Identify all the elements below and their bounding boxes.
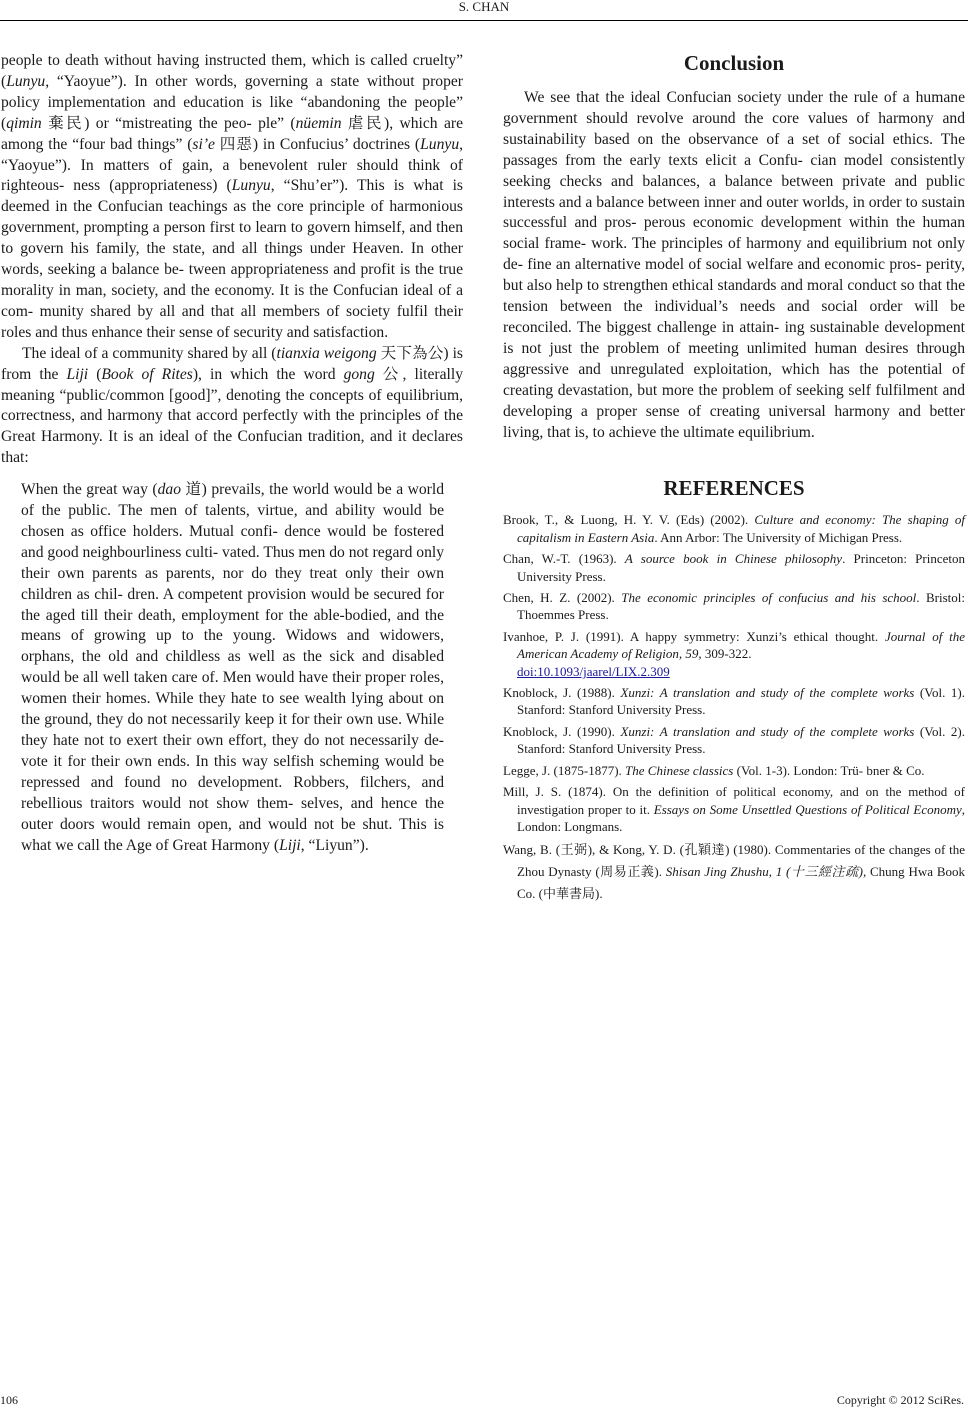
conclusion-paragraph: We see that the ideal Confucian society under the rule of a humane government should revolve around the core values of harmony and sustainability based on the observance of a set of social ethics. The passages from the early texts elicit a Confu- cian model consistently seeking checks and balances, a balance between private and public interests and a balance between inner and outer worlds, in order to sustain successful and pros- perous economic development within the human social frame- work. The principles of harmony and equilibrium not only de- fine an alternative model of social welfare and economic pros- perity, but also help to strengthen ethical standards and moral conduct so that the tension between the individual’s needs and social order will be reconciled. The biggest challenge in attain- ing sustainable development is not just the problem of meeting unlimited human desires through aggressive and unregulated exploitation, which has the potential of creating devastation, but more the problem of seeking self fulfilment and developing a proper sense of creating universal harmony and better living, that is, to achieve the ultimate equilibrium. — [503, 89, 965, 441]
italic-term: Lunyu — [420, 135, 460, 153]
ref-text: . Princeton: Princeton University Press. — [517, 551, 965, 584]
ref-title: The Chinese classics — [625, 762, 734, 778]
ref-text: Chung Hwa Book Co. (中華書局). — [517, 864, 965, 902]
header-rule — [0, 20, 968, 21]
text-run: , “Liyun”). — [300, 836, 369, 854]
ref-title: The economic principles of confucius and his school — [621, 590, 917, 606]
left-column — [1, 51, 463, 856]
italic-term: Liji — [66, 365, 89, 383]
text-run: , “Yaoyue”). In matters of gain, a benevolent ruler should think of righteous- ness (appropriateness) ( — [1, 135, 464, 195]
text-run: , “Yaoyue”). In other words, governing a state without proper policy implementation and education is like “abandoning the people” ( — [1, 72, 463, 132]
italic-term: qimin — [6, 114, 42, 132]
ref-text: Wang, B. (王弼), & Kong, Y. D. (孔穎達) (1980). Commentaries of the changes of the Zhou Dynasty (周易正義). — [503, 842, 965, 880]
reference-item — [503, 762, 965, 779]
text-run: 公, literally meaning “public/common [good]”, denoting the concepts of equilibrium, correctness, and harmony that accord perfectly with the principles of the Great Harmony. It is an ideal of the Confucian tradition, and it declares that: — [1, 365, 463, 467]
reference-item — [503, 589, 965, 624]
italic-term: dao — [157, 481, 181, 499]
italic-term: gong — [343, 365, 375, 383]
ref-text: Knoblock, J. (1990). — [503, 723, 621, 739]
italic-term: Lunyu — [231, 177, 271, 195]
page-number: 106 — [0, 1393, 18, 1407]
ref-text: (Vol. 1). Stanford: Stanford University Press. — [517, 685, 965, 718]
doi-link[interactable]: doi:10.1093/jaarel/LIX.2.309 — [517, 663, 670, 679]
text-run: ( — [88, 365, 102, 383]
reference-item — [503, 723, 965, 758]
text-run: , “Shu’er”). This is what is deemed in the Confucian teachings as the core principle of harmonious government, prompting a person first to learn to govern himself, and then to govern his family, the state, and all things under Heaven. In other words, seeking a balance be- tween appropriateness and profit is the true morality in man, society, and the economy. It is the Confucian ideal of a com- munity shared by all and that all members of society fulfil their roles and thus enhance their sense of security and satisfaction. — [1, 177, 463, 341]
text-run: 棄民) or “mistreating the peo- ple” ( — [41, 114, 296, 132]
ref-text: Chan, W.-T. (1963). — [503, 551, 625, 567]
ref-title: Xunzi: A translation and study of the complete works — [620, 685, 915, 701]
reference-item — [503, 511, 965, 546]
italic-term: si’e — [192, 135, 215, 153]
copyright-notice: Copyright © 2012 SciRes. — [836, 1393, 964, 1407]
italic-term: nüemin — [295, 114, 342, 132]
ref-text: Legge, J. (1875-1877). — [503, 762, 626, 778]
ref-title: Essays on Some Unsettled Questions of Political Economy — [653, 801, 962, 817]
body-paragraph-1 — [1, 51, 463, 344]
italic-term: Book of Rites — [101, 365, 193, 383]
quote-paragraph — [21, 480, 444, 856]
right-column — [503, 48, 965, 909]
ref-text: Chen, H. Z. (2002). — [503, 590, 622, 606]
ref-title: Journal of the American Academy of Religion, 59, — [517, 628, 966, 662]
reference-item — [503, 550, 965, 585]
ref-text: , London: Longmans. — [517, 801, 965, 834]
text-run: people to death without having instructed them, which is called cruelty” ( — [1, 52, 463, 90]
text-run: 道) prevails, the world would be a world of the public. The men of talents, virtue, and ability would be chosen as office holders. Mutual confi- dence would be fostered and good neighbourliness culti- vated. Thus men do not regard only their own parents as parents, nor do they treat only their own children as chil- dren. A competent provision would be secured for the aged till their death, employment for the able-bodied, and the means of growing up to the young. Widows and widowers, orphans, the old and childless as well as the sick and disabled would be all well taken care of. Men would have their proper roles, women their homes. While they hate to see wealth lying about on the ground, they do not necessarily keep it for their own use. While they hate not to exert their own effort, they do not necessarily de- vote it for their own ends. In this way selfish scheming would be repressed and found no development. Robbers, filchers, and rebellious traitors would not show them- selves, and hence the outer doors would remain open, and would not be shut. This is what we call the Age of Great Harmony ( — [21, 481, 444, 854]
ref-text: (Vol. 2). Stanford: Stanford University Press. — [517, 723, 965, 757]
reference-item — [503, 839, 965, 905]
conclusion-heading: Conclusion — [683, 51, 785, 75]
ref-text: 309-322. — [701, 646, 752, 662]
ref-text: . Ann Arbor: The University of Michigan Press. — [654, 529, 903, 545]
text-run: The ideal of a community shared by all ( — [22, 344, 277, 362]
ref-text: Mill, J. S. (1874). On the definition of political economy, and on the method of investigation proper to it. — [503, 784, 965, 817]
ref-title: Xunzi: A translation and study of the complete works — [620, 723, 915, 739]
block-quote — [21, 480, 444, 856]
body-paragraph-2 — [1, 344, 463, 469]
italic-term: Lunyu — [6, 72, 46, 90]
text-run: 四惡) in Confucius’ doctrines ( — [214, 135, 421, 153]
ref-title: Culture and economy: The shaping of capitalism in Eastern Asia — [517, 512, 965, 545]
text-run: ), in which the word — [192, 365, 344, 383]
references-heading: REFERENCES — [663, 476, 805, 501]
ref-text: . Bristol: Thoemmes Press. — [517, 590, 965, 623]
italic-term: tianxia weigong — [276, 344, 377, 362]
text-run: 虐民), which are among the “four bad things” ( — [1, 114, 463, 153]
ref-title: Shisan Jing Zhushu, 1 (十三經注疏), — [665, 864, 867, 880]
text-run: When the great way ( — [21, 481, 158, 499]
reference-item — [503, 783, 965, 835]
ref-text: Brook, T., & Luong, H. Y. V. (Eds) (2002). — [503, 512, 755, 528]
italic-term: Liji — [279, 836, 301, 854]
running-header: S. CHAN — [458, 0, 510, 14]
text-run: 天下為公) is from the — [1, 344, 463, 383]
reference-list — [503, 511, 965, 905]
reference-item — [503, 628, 965, 680]
ref-text: Ivanhoe, P. J. (1991). A happy symmetry: Xunzi’s ethical thought. — [503, 628, 885, 644]
ref-title: A source book in Chinese philosophy — [624, 551, 843, 567]
reference-item — [503, 684, 965, 719]
ref-text: (Vol. 1-3). London: Trü- bner & Co. — [733, 762, 925, 778]
ref-text: Knoblock, J. (1988). — [503, 685, 621, 701]
